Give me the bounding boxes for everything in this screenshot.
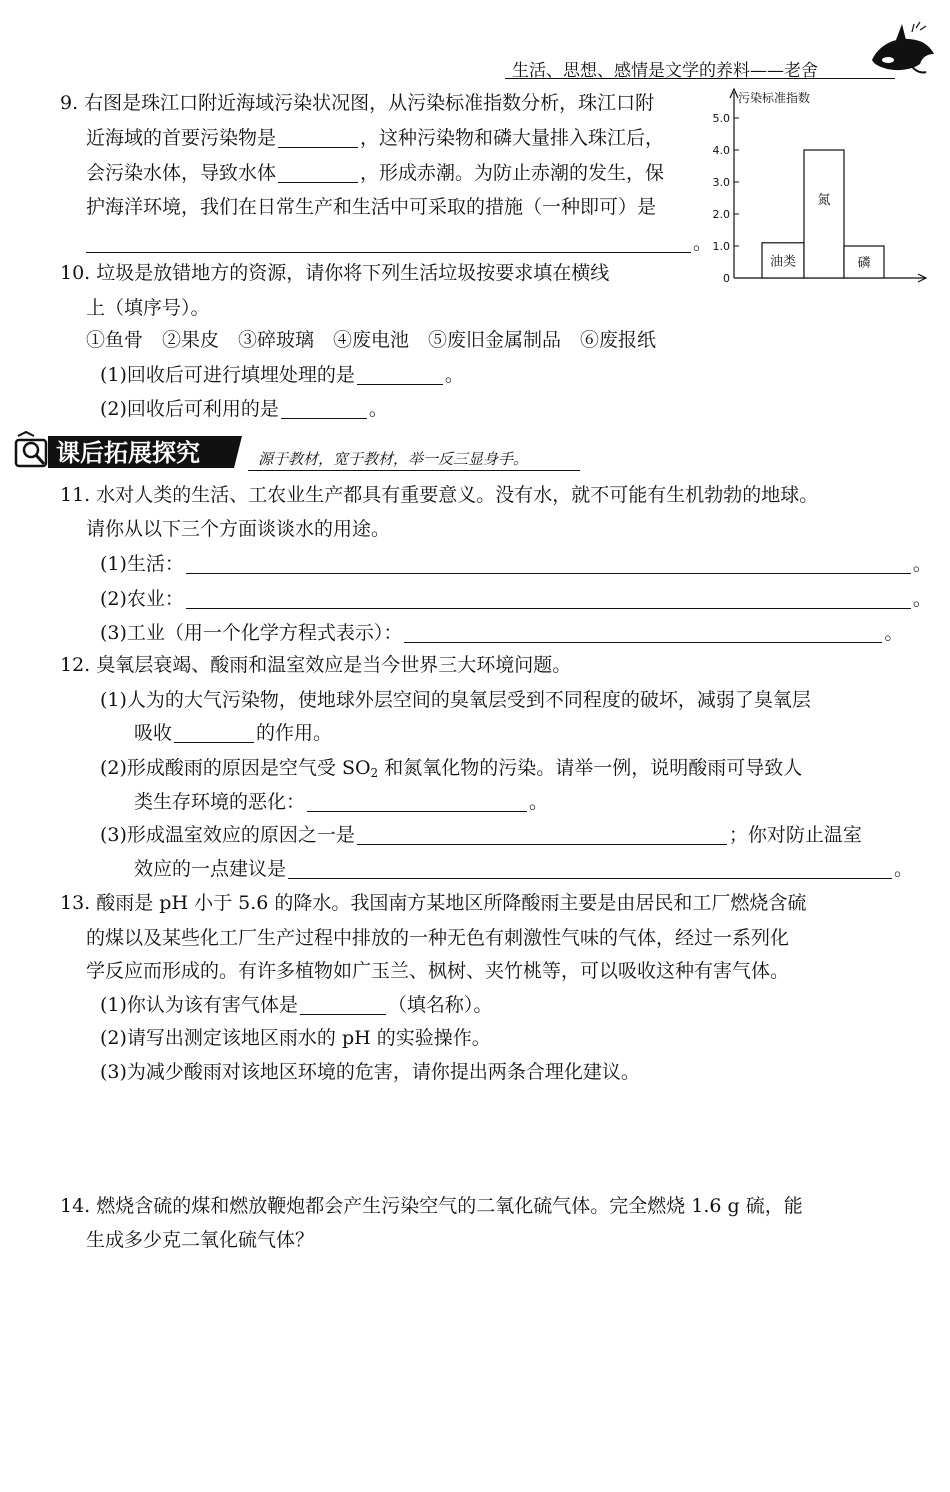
q12-sub1b: 吸收 的作用。 bbox=[134, 722, 333, 744]
section-title: 课后拓展探究 bbox=[56, 439, 200, 467]
section-banner bbox=[14, 430, 246, 472]
section-rule bbox=[248, 470, 580, 471]
q12-sub3b: 效应的一点建议是 。 bbox=[134, 858, 914, 880]
y-tick-label: 2.0 bbox=[712, 208, 730, 221]
bar-1 bbox=[804, 150, 844, 278]
q11-sub3: (3)工业（用一个化学方程式表示）： 。 bbox=[100, 622, 904, 644]
q13-blank-gas[interactable] bbox=[300, 992, 386, 1015]
q10-blank-landfill[interactable] bbox=[357, 362, 443, 385]
q9-line5: 。 bbox=[86, 226, 712, 260]
bar-label-1: 氮 bbox=[817, 192, 831, 208]
q11-blank-industry[interactable] bbox=[404, 620, 882, 643]
y-axis-label: 污染标准指数 bbox=[738, 91, 811, 105]
q12-sub1a: (1)人为的大气污染物，使地球外层空间的臭氧层受到不同程度的破坏，减弱了臭氧层 bbox=[100, 689, 811, 711]
q12-sub3a: (3)形成温室效应的原因之一是 ；你对防止温室 bbox=[100, 824, 862, 846]
y-tick-label: 5.0 bbox=[712, 112, 730, 125]
q14-line2: 生成多少克二氧化硫气体？ bbox=[86, 1229, 315, 1251]
y-tick-label: 0 bbox=[723, 272, 730, 285]
y-tick-label: 1.0 bbox=[712, 240, 730, 253]
q10-options: ①鱼骨 ②果皮 ③碎玻璃 ④废电池 ⑤废旧金属制品 ⑥废报纸 bbox=[86, 329, 657, 351]
q12-sub2a: (2)形成酸雨的原因是空气受 $SO_2$ 和氮氧化物的污染。请举一例，说明酸雨可导致人 bbox=[100, 757, 803, 780]
q10-line2: 上（填序号）。 bbox=[86, 297, 210, 319]
orca-whale-icon bbox=[866, 20, 938, 80]
q14-line1: 14. 燃烧含硫的煤和燃放鞭炮都会产生污染空气的二氧化硫气体。完全燃烧 1.6 g 硫，能 bbox=[60, 1195, 803, 1217]
header-rule bbox=[505, 78, 895, 79]
bar-label-0: 油类 bbox=[769, 254, 797, 270]
q9-line1: 9. 右图是珠江口附近海域污染状况图，从污染标准指数分析，珠江口附 bbox=[60, 92, 655, 114]
y-tick-label: 4.0 bbox=[712, 144, 730, 157]
q10-blank-recyclable[interactable] bbox=[281, 396, 367, 419]
q10-sub1: (1)回收后可进行填埋处理的是 。 bbox=[100, 364, 464, 386]
q11-line1: 11. 水对人类的生活、工农业生产都具有重要意义。没有水，就不可能有生机勃勃的地球。 bbox=[60, 484, 819, 506]
q13-line3: 学反应而形成的。有许多植物如广玉兰、枫树、夹竹桃等，可以吸收这种有害气体。 bbox=[86, 960, 790, 982]
q11-blank-agriculture[interactable] bbox=[186, 586, 911, 609]
header-quote: 生活、思想、感情是文学的养料——老舍 bbox=[512, 61, 818, 81]
q9-line3: 会污染水体，导致水体 ，形成赤潮。为防止赤潮的发生，保 bbox=[86, 162, 665, 184]
q13-sub2: (2)请写出测定该地区雨水的 pH 的实验操作。 bbox=[100, 1027, 491, 1049]
q10-line1: 10. 垃圾是放错地方的资源，请你将下列生活垃圾按要求填在横线 bbox=[60, 262, 610, 284]
q11-sub2: (2)农业： 。 bbox=[100, 588, 932, 610]
q9-line2: 近海域的首要污染物是 ，这种污染物和磷大量排入珠江后， bbox=[86, 127, 665, 149]
q13-line1: 13. 酸雨是 pH 小于 5.6 的降水。我国南方某地区所降酸雨主要是由居民和工厂燃烧含硫 bbox=[60, 892, 807, 914]
q13-sub1: (1)你认为该有害气体是 （填名称）。 bbox=[100, 994, 493, 1016]
q11-line2: 请你从以下三个方面谈谈水的用途。 bbox=[86, 518, 391, 540]
section-tagline: 源于教材，宽于教材，举一反三显身手。 bbox=[258, 450, 529, 468]
q9-line4: 护海洋环境，我们在日常生产和生活中可采取的措施（一种即可）是 bbox=[86, 196, 657, 218]
magnifier-book-icon bbox=[16, 432, 46, 466]
q11-blank-life[interactable] bbox=[186, 551, 911, 574]
q10-sub2: (2)回收后可利用的是 。 bbox=[100, 398, 388, 420]
q9-blank-pollutant[interactable] bbox=[278, 125, 358, 148]
q13-line2: 的煤以及某些化工厂生产过程中排放的一种无色有刺激性气味的气体，经过一系列化 bbox=[86, 927, 790, 949]
q12-blank-absorb[interactable] bbox=[174, 720, 254, 743]
q9-blank-effect[interactable] bbox=[278, 160, 358, 183]
q9-blank-measure[interactable] bbox=[86, 230, 691, 253]
q12-line1: 12. 臭氧层衰竭、酸雨和温室效应是当今世界三大环境问题。 bbox=[60, 654, 572, 676]
q12-sub2b: 类生存环境的恶化： 。 bbox=[134, 791, 549, 813]
q13-sub3: (3)为减少酸雨对该地区环境的危害，请你提出两条合理化建议。 bbox=[100, 1061, 640, 1083]
bar-label-2: 磷 bbox=[857, 256, 871, 271]
y-tick-label: 3.0 bbox=[712, 176, 730, 189]
pollution-index-chart bbox=[708, 86, 933, 291]
q12-blank-greenhouse-cause[interactable] bbox=[357, 822, 727, 845]
q12-blank-greenhouse-advice[interactable] bbox=[288, 856, 892, 879]
q11-sub1: (1)生活： 。 bbox=[100, 553, 932, 575]
q12-blank-acid-rain[interactable] bbox=[307, 789, 527, 812]
